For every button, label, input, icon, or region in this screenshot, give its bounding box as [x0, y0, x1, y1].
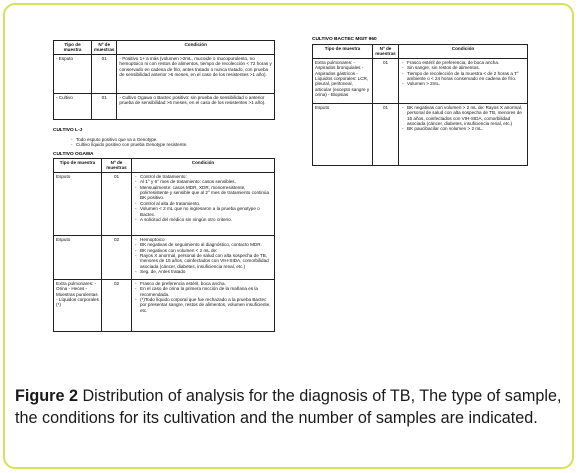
table-2-cell-tipo: Esputo [54, 172, 102, 235]
list-item: - Seg. de, Antes tratado [140, 269, 272, 274]
table-1-cell-tipo: - Cultivo [54, 93, 92, 119]
table-1-header-tipo: Tipo de muestra [54, 41, 92, 55]
list-item: - Al 1° y 6° mes de tratamiento: casos sensibles. [140, 179, 272, 184]
table-1-cell-cond: - Cultivo Ogawa o Bactec positivo: sin prueba de sensibilidad o anterior prueba de sensibilidad >6 meses, en el caso de los resistentes >1 año). [117, 93, 275, 119]
table-1 [53, 40, 275, 120]
figure-caption [15, 385, 565, 429]
table-2 [53, 158, 275, 332]
table-3-cell-cond [399, 103, 528, 165]
list-item: - Sin sangre, sin restos de alimentos. [407, 65, 525, 70]
list-item: - BK negativas con volumen > 2 mL de: Rayos X anormal, personal de salud con alta sospecha de TB, menores de 15 años, coinfectados con VIH-SIDA, comorbilidad asociada (cáncer, diabetes, insuficiencia renal, etc.) [407, 105, 525, 127]
table-2-header-num: Nº de muestras [102, 159, 132, 173]
list-item: - A solicitud del médico sin ningún otro criterio. [140, 217, 272, 222]
table-3-header-tipo: Tipo de muestra [313, 45, 373, 59]
list-item: - Cultivo líquido positivo con prueba Genotype resistente. [76, 142, 270, 147]
list-item: - BK paucibacilar con volumen > 2 mL. [407, 126, 525, 131]
table-3-title: CULTIVO BACTEC MGIT 960 [312, 37, 377, 42]
list-item: - En el caso de orina la primera micción de la mañana es la recomendada. [140, 286, 272, 297]
list-item: - Frasco estéril de preferencia, de boca ancha. [407, 60, 525, 65]
table-2-header-tipo: Tipo de muestra [54, 159, 102, 173]
list-item: - Mensualmente: casos MDR, XDR, monorresistente, polirresistente y sensible que al 2° mes de tratamiento continúa BK positivo. [140, 185, 272, 201]
table-1-header-cond: Condición [117, 41, 275, 55]
list-item: - Hemoptoico [140, 237, 272, 242]
table-1-cell-num: 01 [92, 93, 117, 119]
table-row [313, 103, 528, 165]
table-row [54, 279, 275, 331]
table-2-cell-num: 02 [102, 279, 132, 331]
table-2-cell-cond [132, 279, 275, 331]
table-row [313, 58, 528, 103]
table-row [54, 93, 275, 119]
table-3 [312, 44, 528, 166]
list-item: - Control al alta de tratamiento. [140, 201, 272, 206]
list-item: - (*)Todo líquido corporal que fue rechazado a la prueba Bactec por presentar sangre, restos de alimentos, volumen insuficiente, etc. [140, 297, 272, 313]
table-3-cell-num: 01 [373, 58, 399, 103]
figure-caption-text: Distribution of analysis for the diagnosis of TB, The type of sample, the conditions for its cultivation and the number of samples are indicated. [15, 387, 562, 427]
table-2-title: CULTIVO OGAWA [53, 152, 94, 157]
table-3-cell-num: 01 [373, 103, 399, 165]
table-3-cell-tipo: Extra pulmonares: - Aspirados bronquiales - Aspirados gástricos - Líquidos corporales: LCR, pleural, peritoneal, articular (excepto sangre y orina) - Biopsias [313, 58, 373, 103]
list-item: - Volumen < 2 mL que no ingresaron a la prueba genotype o Bactec. [140, 206, 272, 217]
table-2-cell-num: 01 [102, 172, 132, 235]
list-item: - Rayos X anormal, personal de salud con alta sospecha de TB, menores de 15 años, coinfectados con VIH-SIDA, comorbilidad asociada (cáncer, diabetes, insuficiencia renal, etc.) [140, 253, 272, 269]
table-1-cell-cond: - Positivo 1+ a más (volumen >2mL, mucoide o mucopurulento, no hemoptoico ni con restos de alimentos, tiempo de recolección < 72 horas y conservado en cadena de frio, antes tratado o nunca tratado, con prueba de sensibilidad anterior >6 meses, en el caso de los resistentes >1 año). [117, 54, 275, 93]
table-2-cell-tipo: Esputo [54, 235, 102, 279]
cultivo-lj-title: CULTIVO L-J [53, 128, 83, 133]
table-row [54, 54, 275, 93]
list-item: - BK negativos con volumen < 2 mL de: [140, 248, 272, 253]
list-item: - Frasco de preferencia estéril, boca ancha. [140, 281, 272, 286]
table-3-header-cond: Condición [399, 45, 528, 59]
list-item: - Control de tratamiento: [140, 174, 272, 179]
table-row [54, 172, 275, 235]
table-1-cell-tipo: - Esputo [54, 54, 92, 93]
list-item: - Todo esputo positivo que va a Genotype. [76, 137, 270, 142]
figure-caption-label: Figure 2 [15, 387, 78, 405]
list-item: - BK negativas de seguimiento al diagnóstico, contacto MDR. [140, 242, 272, 247]
list-item: - Volumen > 2mL. [407, 81, 525, 86]
table-3-cell-cond [399, 58, 528, 103]
table-row [54, 235, 275, 279]
table-3-header-num: Nº de muestras [373, 45, 399, 59]
table-2-cell-tipo: Extra pulmonares: - Orina - Heces - Muestras purulentas - Líquidos corporales (*) [54, 279, 102, 331]
list-item: - Tiempo de recolección de la muestra < de 2 horas a T° ambiente o < 24 horas conservado en cadena de frío. [407, 71, 525, 82]
table-3-cell-tipo: Esputo [313, 103, 373, 165]
cultivo-lj-list [70, 137, 270, 148]
table-2-cell-num: 02 [102, 235, 132, 279]
table-2-cell-cond [132, 235, 275, 279]
table-1-header-num: Nº de muestras [92, 41, 117, 55]
table-2-cell-cond [132, 172, 275, 235]
table-2-header-cond: Condición [132, 159, 275, 173]
table-1-cell-num: 01 [92, 54, 117, 93]
